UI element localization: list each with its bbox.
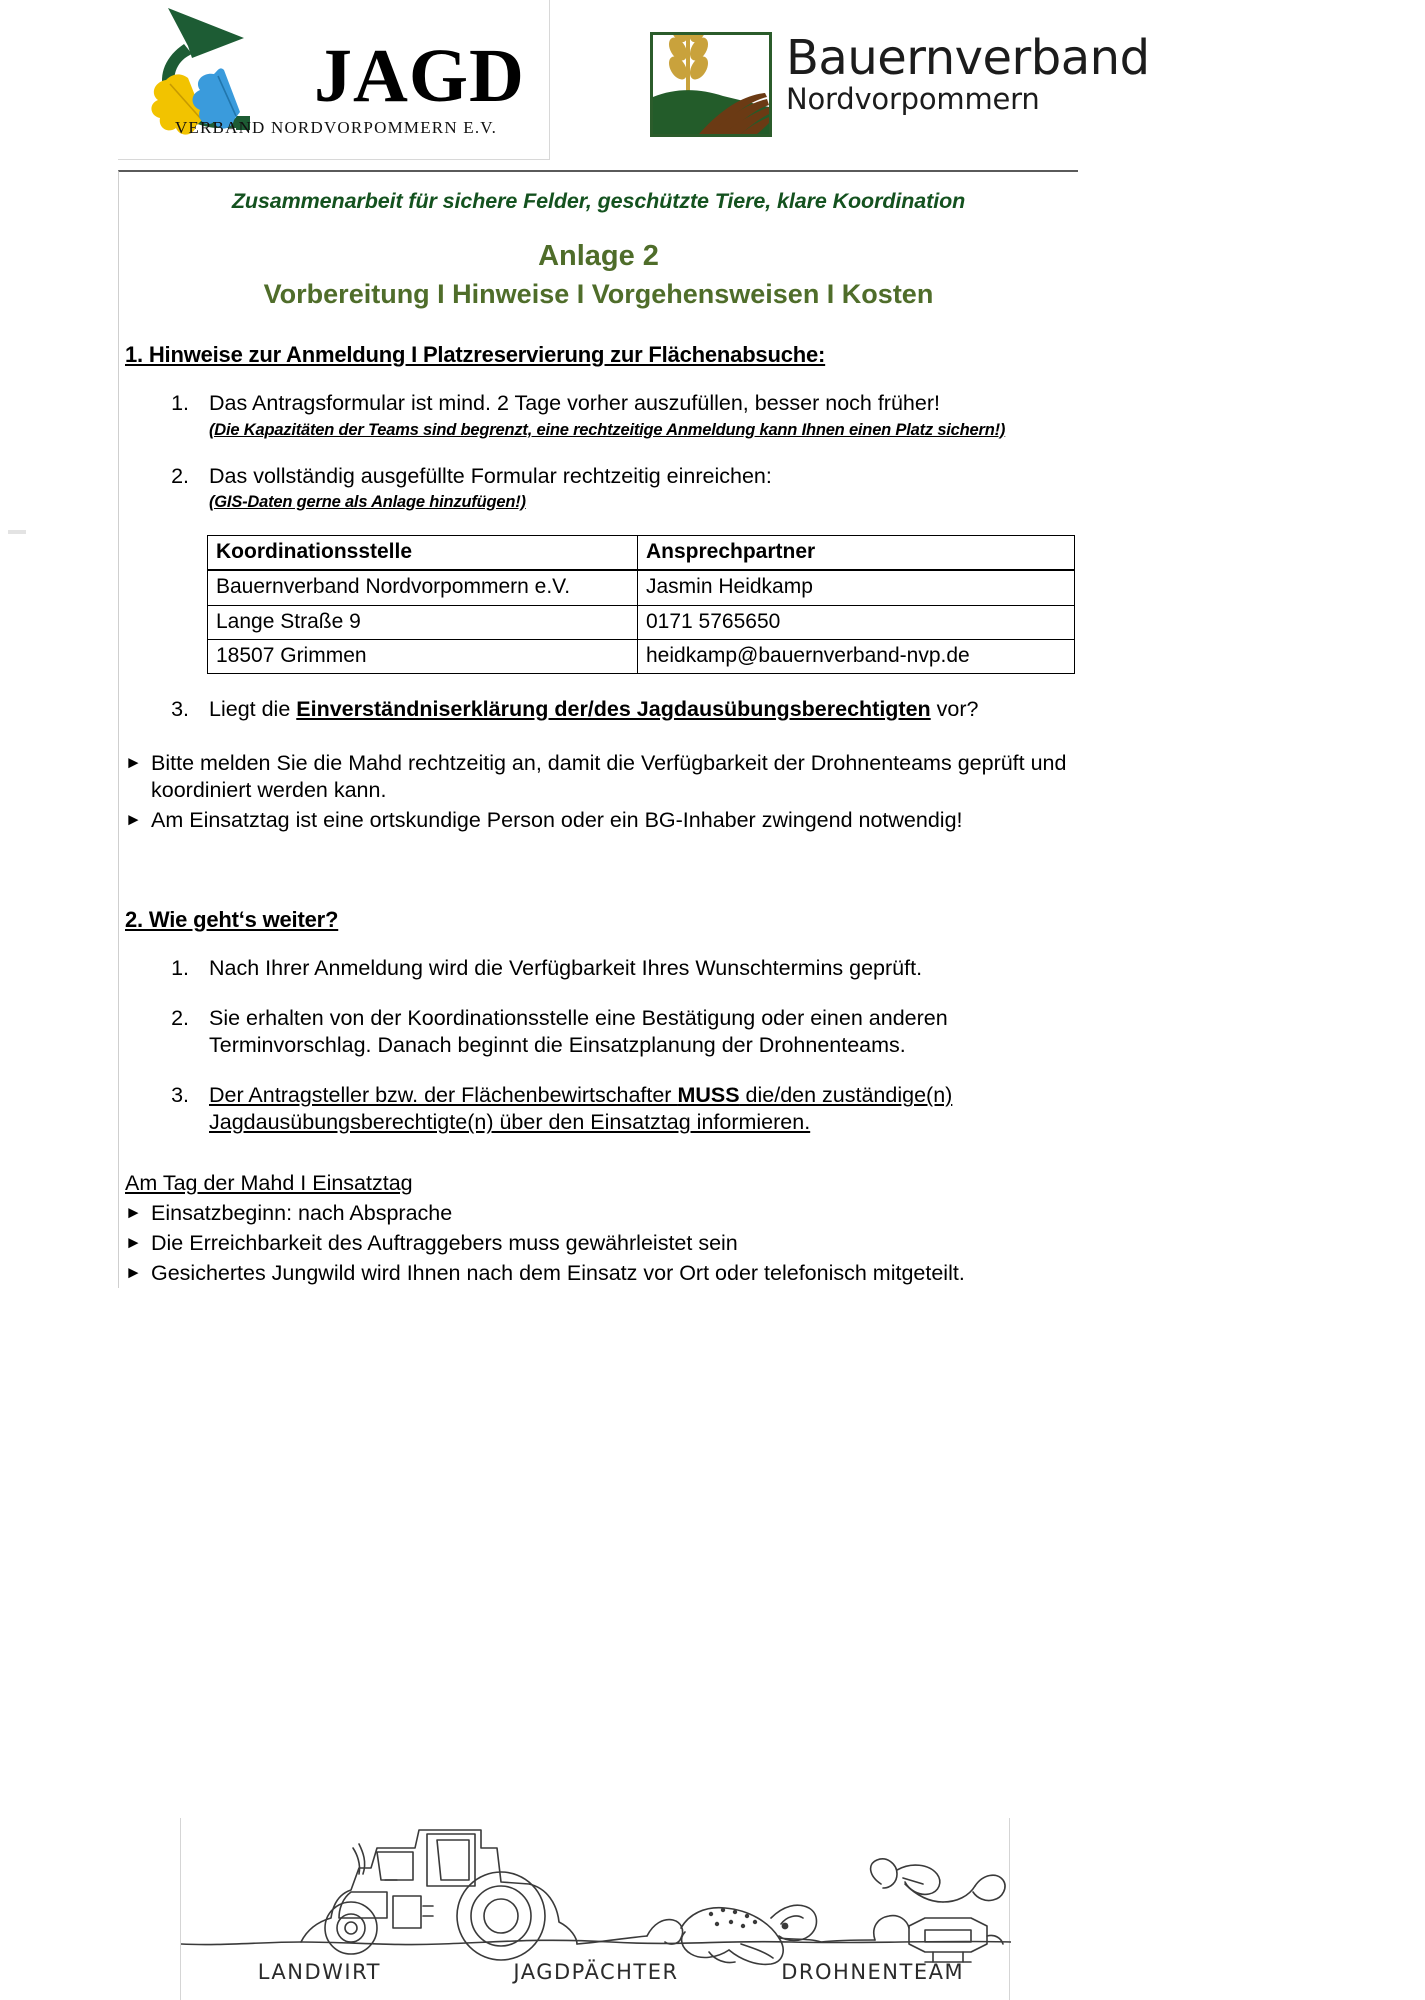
document-body xyxy=(118,170,1078,1288)
footer-label-landwirt: LANDWIRT xyxy=(257,1960,381,1984)
arrow-bullet-text: Gesichertes Jungwild wird Ihnen nach dem Einsatz vor Ort oder telefonisch mitgeteilt. xyxy=(151,1260,965,1285)
arrow-bullet-text: Am Einsatztag ist eine ortskundige Person oder ein BG-Inhaber zwingend notwendig! xyxy=(151,808,963,833)
page-title: Anlage 2 xyxy=(538,240,659,272)
arrow-bullet-text: Bitte melden Sie die Mahd rechtzeitig an, damit die Verfügbarkeit der Drohnenteams geprüft und koordiniert werden kann. xyxy=(151,750,1067,803)
table-cell: Jasmin Heidkamp xyxy=(638,570,1075,605)
list-item-text: Sie erhalten von der Koordinationsstelle eine Bestätigung oder einen anderen Terminvorschlag. Danach beginnt die Einsatzplanung der Drohnenteams. xyxy=(209,1005,948,1058)
contact-table-wrapper xyxy=(119,535,1078,674)
arrow-bullet-row xyxy=(125,1260,1078,1288)
list-item-text: Das Antragsformular ist mind. 2 Tage vorher auszufüllen, besser noch früher! xyxy=(209,391,940,415)
table-cell: Bauernverband Nordvorpommern e.V. xyxy=(208,570,638,605)
list-item-suffix: vor? xyxy=(930,697,979,721)
list-item-part2: die/den zuständige(n) Jagdausübungsberechtigte(n) über den Einsatztag informieren. xyxy=(209,1082,953,1135)
jagd-wordmark: JAGD xyxy=(314,34,525,118)
table-row xyxy=(208,605,1075,639)
list-item-note: (Die Kapazitäten der Teams sind begrenzt, eine rechtzeitige Anmeldung kann Ihnen einen Platz sichern!) xyxy=(209,420,1006,439)
jagd-logo-subtitle: VERBAND NORDVORPOMMERN E.V. xyxy=(174,118,498,137)
document-tagline: Zusammenarbeit für sichere Felder, geschützte Tiere, klare Koordination xyxy=(231,189,966,213)
section-spacer xyxy=(119,835,1078,875)
arrow-bullet-row xyxy=(125,1200,1078,1228)
list-item-text: Nach Ihrer Anmeldung wird die Verfügbarkeit Ihres Wunschtermins geprüft. xyxy=(209,956,923,981)
footer-line-art xyxy=(181,1818,1011,1968)
bauernverband-title: Bauernverband xyxy=(786,30,1150,86)
list-item-part1: Der Antragsteller bzw. der Flächenbewirtschafter xyxy=(209,1082,678,1107)
footer-label-drohnenteam: DROHNENTEAM xyxy=(781,1960,965,1984)
wheat-field-square-icon xyxy=(650,32,772,137)
list-item-note: (GIS-Daten gerne als Anlage hinzufügen!) xyxy=(209,493,526,512)
triangle-right-icon: ► xyxy=(125,752,142,772)
footer-labels xyxy=(181,1960,1011,1984)
triangle-right-icon: ► xyxy=(125,1232,142,1252)
table-row xyxy=(208,639,1075,673)
contact-table xyxy=(207,535,1075,674)
footer-illustration-band xyxy=(180,1818,1010,2000)
triangle-right-icon: ► xyxy=(125,1262,142,1282)
footer-label-jagdpaechter: JAGDPÄCHTER xyxy=(513,1960,679,1984)
bauernverband-subtitle: Nordvorpommern xyxy=(786,81,1040,116)
section-1-list xyxy=(119,390,1078,513)
table-header-row xyxy=(208,536,1075,571)
table-cell-email: heidkamp@bauernverband-nvp.de xyxy=(638,639,1075,673)
table-row xyxy=(208,570,1075,605)
table-header-cell: Koordinationsstelle xyxy=(208,536,638,571)
list-item xyxy=(195,955,1078,983)
table-cell: 0171 5765650 xyxy=(638,605,1075,639)
list-item xyxy=(195,1005,1078,1060)
arrow-bullet-text: Einsatzbeginn: nach Absprache xyxy=(151,1200,453,1225)
section-1-heading: 1. Hinweise zur Anmeldung I Platzreservierung zur Flächenabsuche: xyxy=(125,342,826,367)
header-logo-band xyxy=(0,0,1425,170)
list-item-emphasis: MUSS xyxy=(677,1082,740,1107)
page-subtitle: Vorbereitung I Hinweise I Vorgehensweisen I Kosten xyxy=(263,279,934,309)
arrow-bullet-row xyxy=(125,807,1078,835)
list-item-emphasis: Einverständniserklärung der/des Jagdausübungsberechtigten xyxy=(296,697,931,721)
bauernverband-logo xyxy=(650,20,1150,150)
section-1-arrow-list xyxy=(119,750,1078,836)
table-cell: 18507 Grimmen xyxy=(208,639,638,673)
page-margin-tick xyxy=(8,530,26,534)
mahd-heading: Am Tag der Mahd I Einsatztag xyxy=(125,1170,413,1195)
list-item xyxy=(195,463,1078,514)
section-2-list xyxy=(119,955,1078,1137)
list-item-text: Das vollständig ausgefüllte Formular rechtzeitig einreichen: xyxy=(209,463,772,488)
list-item xyxy=(195,1082,1078,1137)
section-2-heading: 2. Wie geht‘s weiter? xyxy=(125,907,339,933)
section-1-list-continued xyxy=(119,696,1078,724)
mahd-arrow-list xyxy=(119,1200,1078,1288)
list-item-prefix: Liegt die xyxy=(209,697,297,721)
jagd-logo xyxy=(118,0,550,160)
triangle-right-icon: ► xyxy=(125,1202,142,1222)
arrow-bullet-text: Die Erreichbarkeit des Auftraggebers muss gewährleistet sein xyxy=(151,1230,738,1255)
table-cell: Lange Straße 9 xyxy=(208,605,638,639)
list-item xyxy=(195,390,1078,441)
list-item xyxy=(195,696,1078,724)
table-header-cell: Ansprechpartner xyxy=(638,536,1075,571)
arrow-bullet-row xyxy=(125,750,1078,806)
triangle-right-icon: ► xyxy=(125,810,142,830)
arrow-bullet-row xyxy=(125,1230,1078,1258)
